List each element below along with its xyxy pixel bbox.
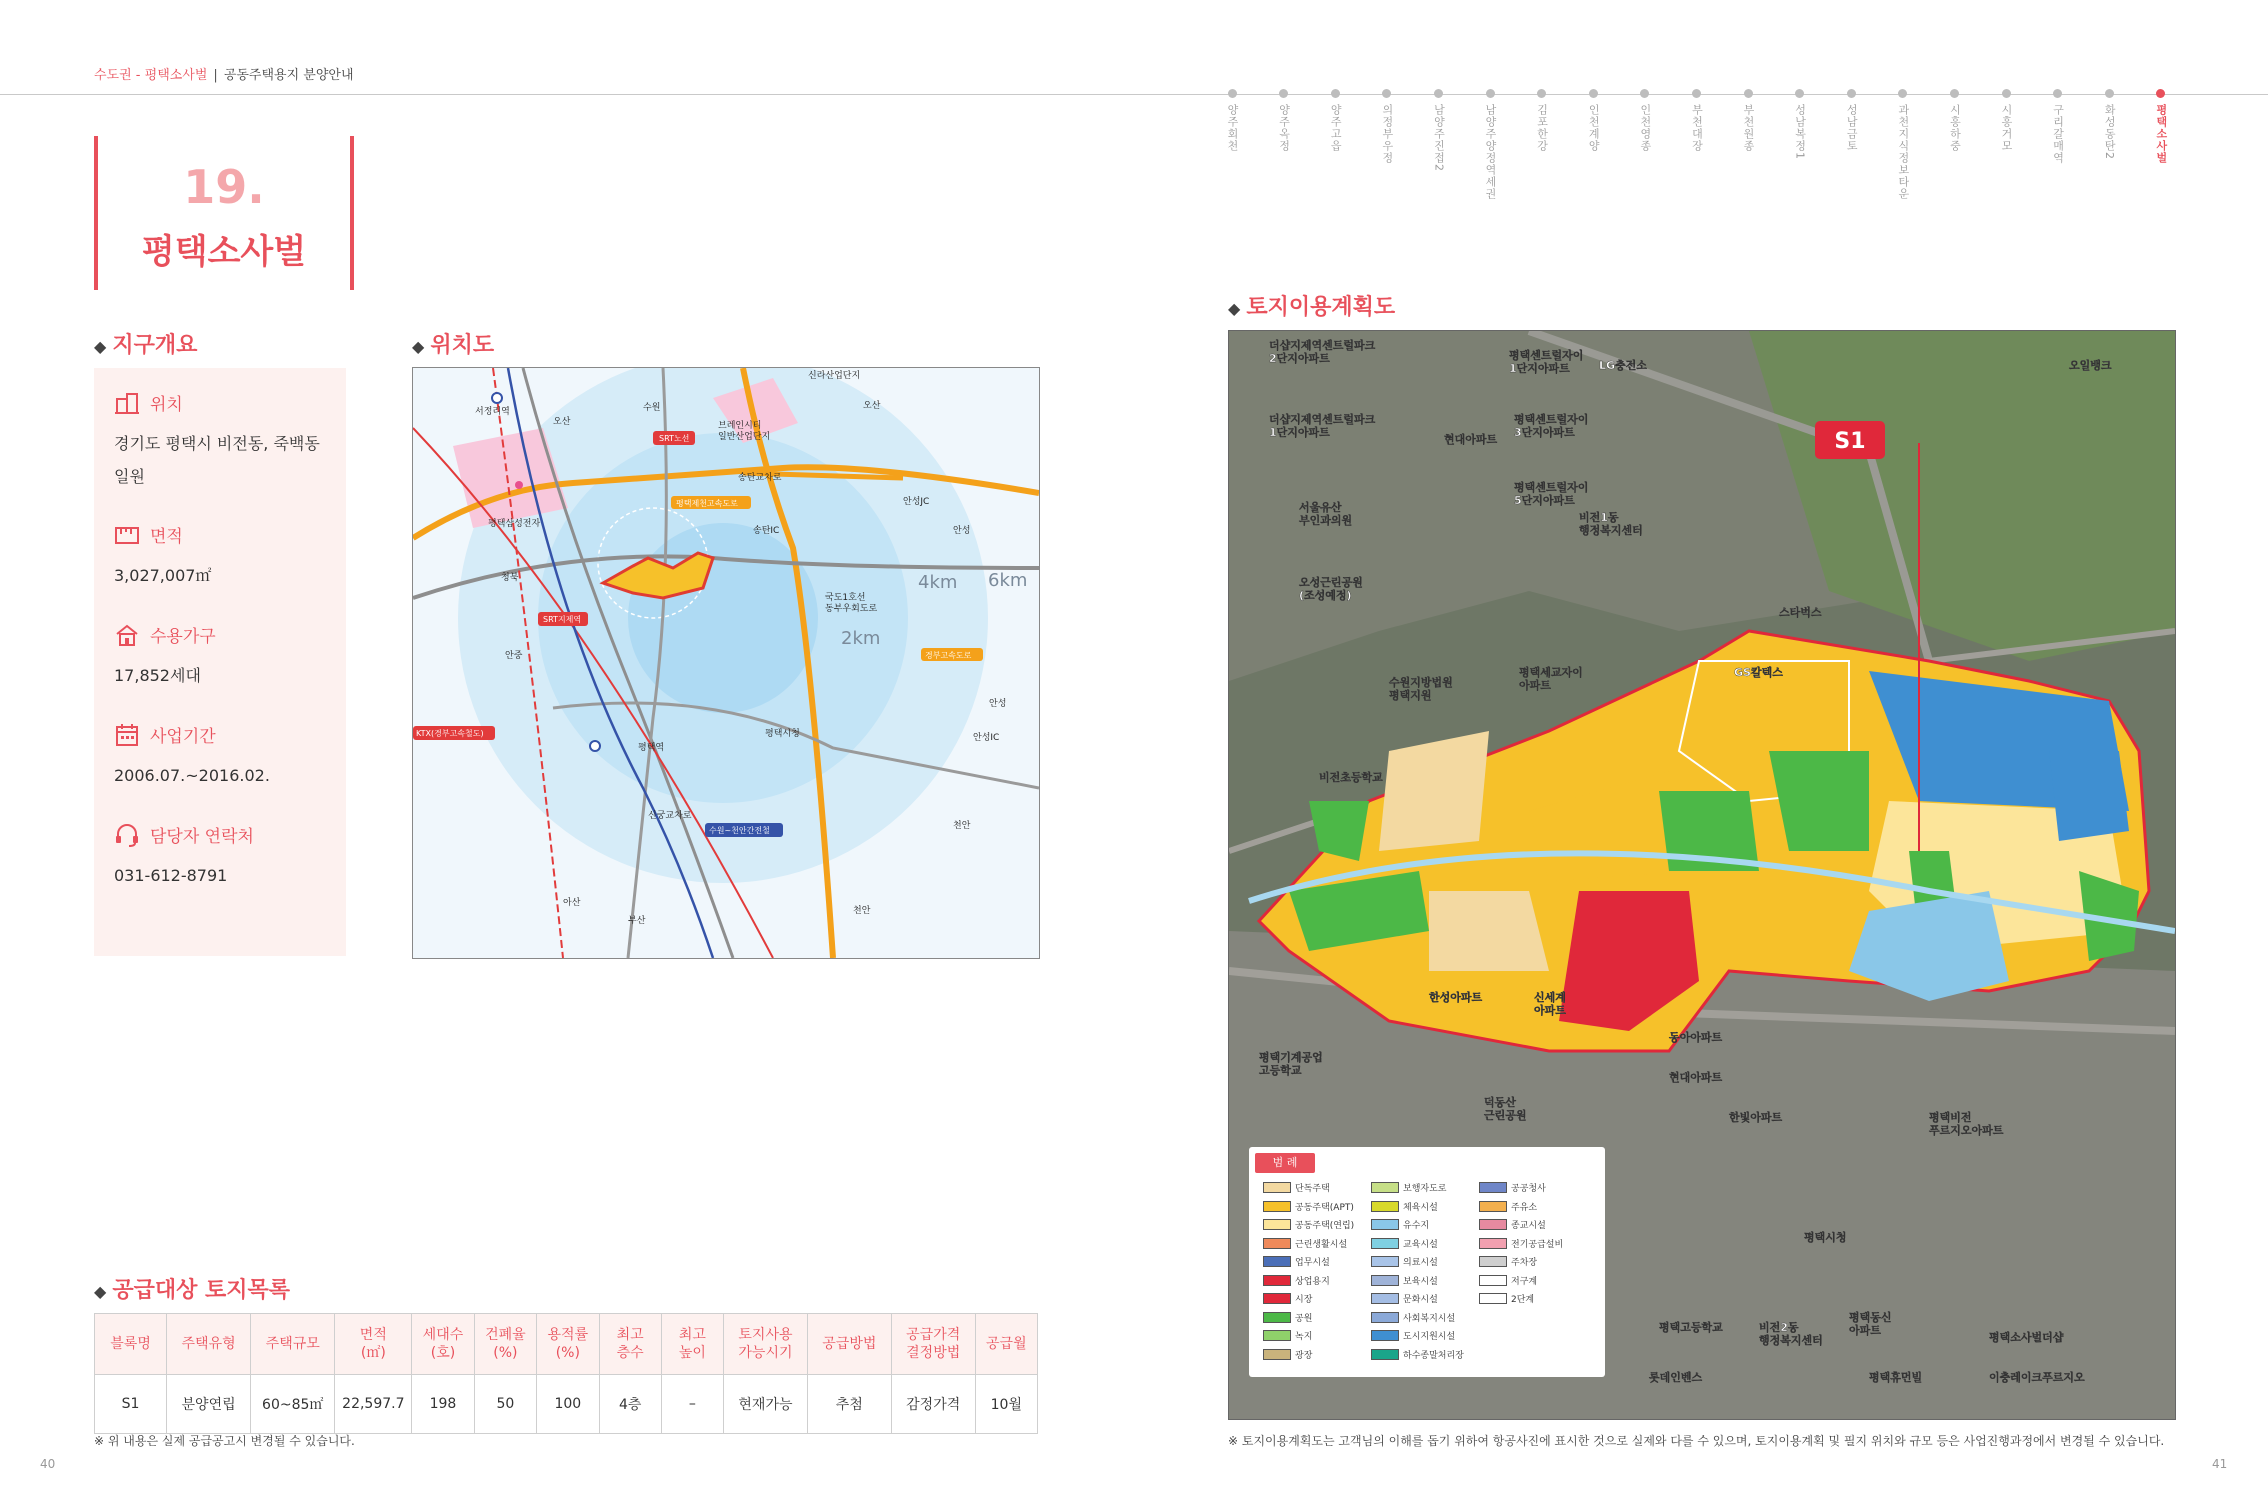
legend-item — [1371, 1274, 1438, 1287]
place-label: 더샵지제역센트럴파크 1단지아파트 — [1269, 413, 1376, 439]
place-label: 평택소사벌더샵 — [1989, 1331, 2064, 1344]
table-header-cell: 용적률 (%) — [537, 1314, 599, 1375]
place-label: 평택센트럴자이 1단지아파트 — [1509, 349, 1584, 375]
nav-dot — [1331, 89, 1340, 98]
nav-dot — [1640, 89, 1649, 98]
legend-item — [1371, 1218, 1429, 1231]
legend-swatch — [1479, 1201, 1507, 1212]
map-label: 서정리역 — [475, 407, 510, 417]
legend-item — [1263, 1311, 1312, 1324]
nav-dot — [1795, 89, 1804, 98]
table-header-cell: 세대수 (호) — [412, 1314, 474, 1375]
legend-swatch — [1479, 1293, 1507, 1304]
map-label: 아산 — [563, 898, 581, 908]
map-tag: 수원~천안간전철 — [709, 826, 770, 835]
nav-label: 과천지식정보타운 — [1896, 104, 1910, 200]
overview-label: 면적 — [150, 527, 183, 547]
legend-swatch — [1371, 1182, 1399, 1193]
breadcrumb-region: 수도권 - 평택소사벌 — [94, 68, 208, 83]
place-label: 더샵지제역센트럴파크 2단지아파트 — [1269, 339, 1376, 365]
map-label: 평택역 — [638, 743, 665, 753]
nav-label: 성남복정1 — [1793, 104, 1807, 160]
nav-item[interactable] — [1478, 89, 1502, 200]
table-cell: 10월 — [975, 1375, 1037, 1434]
table-row — [95, 1375, 1038, 1434]
legend-label: 보육시설 — [1403, 1276, 1438, 1287]
table-cell: 분양연립 — [167, 1375, 251, 1434]
nav-item[interactable] — [1736, 89, 1760, 152]
place-label: 스타벅스 — [1779, 606, 1822, 619]
table-cell: 추첨 — [807, 1375, 891, 1434]
landuse-legend — [1249, 1147, 1605, 1377]
legend-label: 전기공급설비 — [1511, 1239, 1564, 1250]
place-label: 한성아파트 — [1429, 991, 1483, 1004]
ruler-icon — [114, 523, 140, 547]
nav-item[interactable] — [2046, 89, 2070, 164]
table-header-cell: 토지사용 가능시기 — [724, 1314, 808, 1375]
legend-swatch — [1371, 1238, 1399, 1249]
place-label: 덕동산 근린공원 — [1484, 1096, 1527, 1122]
legend-label: 상업용지 — [1295, 1276, 1330, 1287]
nav-dot — [1950, 89, 1959, 98]
legend-item — [1371, 1237, 1438, 1250]
overview-value: 경기도 평택시 비전동, 죽백동 일원 — [114, 434, 320, 486]
legend-item — [1371, 1348, 1464, 1361]
legend-item — [1263, 1292, 1312, 1305]
nav-dot — [1847, 89, 1856, 98]
legend-label: 보행자도로 — [1403, 1184, 1447, 1194]
nav-dot — [1898, 89, 1907, 98]
nav-dot — [1279, 89, 1288, 98]
table-header-cell: 면적 (㎡) — [335, 1314, 412, 1375]
nav-item[interactable] — [1375, 89, 1399, 164]
legend-swatch — [1371, 1201, 1399, 1212]
overview-contact — [114, 822, 334, 892]
nav-label: 김포한강 — [1535, 104, 1549, 152]
legend-label: 사회복지시설 — [1403, 1313, 1456, 1324]
page-number-left: 40 — [40, 1457, 56, 1471]
map-label: 청북 — [501, 573, 519, 583]
overview-label: 수용가구 — [150, 627, 216, 647]
place-label: 평택기계공업 고등학교 — [1259, 1051, 1323, 1077]
nav-item[interactable] — [2149, 89, 2173, 164]
overview-label: 사업기간 — [150, 727, 216, 747]
place-label: 평택동신 아파트 — [1849, 1311, 1892, 1337]
legend-label: 도시지원시설 — [1403, 1332, 1456, 1342]
table-note: ※ 위 내용은 실제 공급공고시 변경될 수 있습니다. — [94, 1434, 355, 1448]
legend-item — [1263, 1237, 1347, 1250]
map-label: 천안 — [853, 906, 871, 916]
nav-dot — [1382, 89, 1391, 98]
nav-label: 인천계양 — [1587, 104, 1601, 152]
nav-label: 양주회천 — [1226, 104, 1239, 152]
legend-swatch — [1263, 1182, 1291, 1193]
place-label: GS칼텍스 — [1734, 666, 1783, 679]
place-label: 서울유산 부인과의원 — [1299, 501, 1353, 527]
overview-value: 17,852세대 — [114, 666, 201, 685]
nav-dot — [2105, 89, 2114, 98]
legend-item — [1263, 1255, 1330, 1268]
legend-title: 범 례 — [1255, 1153, 1315, 1173]
place-label: 비전2동 행정복지센터 — [1759, 1321, 1823, 1347]
overview-location — [114, 390, 334, 493]
legend-swatch — [1263, 1275, 1291, 1286]
table-cell: 198 — [412, 1375, 474, 1434]
place-label: 오일뱅크 — [2069, 359, 2112, 372]
table-header-cell: 건폐율 (%) — [474, 1314, 536, 1375]
table-cell: 감정가격 — [891, 1375, 975, 1434]
calendar-icon — [114, 723, 140, 747]
section-title-supply: ◆ 공급대상 토지목록 — [94, 1278, 290, 1303]
table-cell: 50 — [474, 1375, 536, 1434]
legend-item — [1479, 1255, 1537, 1268]
legend-swatch — [1371, 1256, 1399, 1267]
legend-label: 녹지 — [1295, 1332, 1313, 1342]
table-cell: – — [661, 1375, 723, 1434]
nav-item[interactable] — [1426, 89, 1450, 172]
map-label: 송탄IC — [753, 526, 780, 536]
legend-swatch — [1479, 1238, 1507, 1249]
nav-label: 화성동탄2 — [2103, 104, 2117, 160]
overview-value: 031-612-8791 — [114, 866, 228, 885]
legend-item — [1371, 1181, 1446, 1194]
nav-dot — [1434, 89, 1443, 98]
place-label: 현대아파트 — [1444, 433, 1498, 446]
nav-label: 부천대장 — [1690, 104, 1704, 152]
nav-label: 구리갈매역 — [2051, 104, 2065, 164]
nav-dot — [1486, 89, 1495, 98]
map-distance-label: 2km — [841, 628, 881, 649]
map-tag: SRT노선 — [659, 434, 690, 443]
table-cell: 현재가능 — [724, 1375, 808, 1434]
legend-swatch — [1371, 1349, 1399, 1360]
legend-label: 시장 — [1295, 1295, 1313, 1305]
legend-label: 업무시설 — [1295, 1258, 1330, 1268]
map-label: 안성IC — [973, 733, 1000, 743]
nav-label: 양주고읍 — [1329, 104, 1343, 152]
header-divider — [0, 94, 2268, 95]
legend-label: 체육시설 — [1403, 1202, 1438, 1213]
legend-item — [1371, 1329, 1455, 1342]
map-tag: KTX(경부고속철도) — [416, 729, 484, 738]
district-number: 19. — [183, 160, 265, 214]
legend-swatch — [1263, 1349, 1291, 1360]
legend-label: 광장 — [1295, 1350, 1313, 1361]
legend-swatch — [1479, 1182, 1507, 1193]
nav-item[interactable] — [1839, 89, 1863, 152]
legend-swatch — [1263, 1293, 1291, 1304]
legend-item — [1479, 1237, 1563, 1250]
place-label: 평택비전 푸르지오아파트 — [1929, 1111, 2004, 1137]
place-label: 평택휴먼빌 — [1869, 1371, 1923, 1384]
nav-item[interactable] — [1633, 89, 1657, 152]
nav-label: 의정부우정 — [1380, 104, 1394, 164]
place-label: 평택시청 — [1804, 1231, 1847, 1244]
legend-item — [1479, 1200, 1537, 1213]
legend-item — [1479, 1181, 1546, 1194]
nav-dot — [2002, 89, 2011, 98]
nav-item[interactable] — [1684, 89, 1708, 152]
nav-dot — [2053, 89, 2062, 98]
table-cell: 60~85㎡ — [251, 1375, 335, 1434]
table-header-cell: 최고 층수 — [599, 1314, 661, 1375]
nav-label: 시흥거모 — [2000, 104, 2013, 152]
place-label: 동아아파트 — [1669, 1031, 1723, 1044]
legend-swatch — [1479, 1275, 1507, 1286]
map-label: 평택시청 — [765, 729, 800, 739]
map-label: 안성JC — [903, 497, 930, 507]
legend-swatch — [1479, 1219, 1507, 1230]
nav-dot — [1537, 89, 1546, 98]
nav-label: 남양주진접2 — [1432, 104, 1446, 172]
legend-swatch — [1371, 1293, 1399, 1304]
overview-value: 2006.07.~2016.02. — [114, 766, 270, 785]
nav-dot — [1228, 89, 1237, 98]
nav-dot — [1692, 89, 1701, 98]
legend-items — [1263, 1181, 1603, 1371]
table-header-cell: 공급방법 — [807, 1314, 891, 1375]
nav-label: 남양주양정역세권 — [1484, 104, 1497, 200]
legend-swatch — [1371, 1219, 1399, 1230]
landuse-map — [1228, 330, 2176, 1420]
table-cell: 4층 — [599, 1375, 661, 1434]
legend-label: 공공청사 — [1511, 1184, 1546, 1194]
map-label: 오산 — [863, 401, 881, 411]
nav-item[interactable] — [2097, 89, 2121, 160]
nav-dot — [1589, 89, 1598, 98]
nav-item[interactable] — [1581, 89, 1605, 152]
map-label: 국도1호선 동부우회도로 — [825, 593, 878, 614]
legend-item — [1263, 1200, 1354, 1213]
nav-label: 부천원종 — [1742, 104, 1755, 152]
overview-panel — [94, 368, 346, 956]
nav-dot — [2156, 89, 2165, 98]
legend-label: 근린생활시설 — [1295, 1239, 1348, 1250]
map-label: 천안 — [953, 821, 971, 831]
map-label: 신라산업단지 — [808, 371, 861, 381]
overview-households — [114, 622, 334, 692]
table-cell: S1 — [95, 1375, 167, 1434]
place-label: 이충레이크푸르지오 — [1989, 1371, 2085, 1384]
nav-item[interactable] — [1788, 89, 1812, 160]
nav-item[interactable] — [1942, 89, 1966, 152]
place-label: 평택센트럴자이 5단지아파트 — [1514, 481, 1589, 507]
legend-label: 의료시설 — [1403, 1258, 1438, 1268]
supply-land-table — [94, 1313, 1038, 1434]
legend-label: 유수지 — [1403, 1221, 1430, 1231]
legend-item — [1479, 1274, 1537, 1287]
overview-value: 3,027,007㎡ — [114, 566, 212, 585]
place-label: LG충전소 — [1599, 359, 1647, 372]
place-label: 평택세교자이 아파트 — [1519, 666, 1583, 692]
place-label: 비전1동 행정복지센터 — [1579, 511, 1643, 537]
legend-swatch — [1371, 1275, 1399, 1286]
legend-item — [1371, 1255, 1438, 1268]
map-label: 평택삼성전자 — [488, 519, 541, 529]
place-label: 신세계 아파트 — [1534, 991, 1566, 1017]
map-label: 브레인시티 일반산업단지 — [718, 421, 771, 442]
legend-swatch — [1479, 1256, 1507, 1267]
legend-label: 문화시설 — [1403, 1295, 1438, 1305]
overview-area — [114, 522, 334, 592]
location-map-graphic — [413, 368, 1039, 958]
district-title-box — [94, 136, 354, 290]
legend-label: 단독주택 — [1295, 1184, 1330, 1194]
table-header-cell: 주택유형 — [167, 1314, 251, 1375]
legend-label: 저구계 — [1511, 1276, 1538, 1287]
table-header-cell: 최고 높이 — [661, 1314, 723, 1375]
breadcrumb-doc: 공동주택용지 분양안내 — [223, 68, 354, 83]
house-icon — [114, 623, 140, 647]
nav-label: 시흥하중 — [1948, 104, 1962, 152]
headset-icon — [114, 823, 140, 847]
place-label: 수원지방법원 평택지원 — [1389, 676, 1453, 702]
nav-item[interactable] — [1994, 89, 2018, 152]
legend-label: 2단계 — [1511, 1295, 1535, 1305]
map-label: 오산 — [553, 417, 571, 427]
location-map — [412, 367, 1040, 959]
map-label: 수원 — [643, 403, 661, 413]
place-label: 롯데인벤스 — [1649, 1371, 1703, 1384]
legend-item — [1263, 1348, 1312, 1361]
table-header-row — [95, 1314, 1038, 1375]
table-cell: 22,597.7 — [335, 1375, 412, 1434]
legend-swatch — [1371, 1312, 1399, 1323]
place-label: 오성근린공원 (조성예정) — [1299, 576, 1363, 602]
legend-label: 주유소 — [1511, 1202, 1538, 1213]
overview-period — [114, 722, 334, 792]
table-header-cell: 공급월 — [975, 1314, 1037, 1375]
place-label: 비전초등학교 — [1319, 771, 1383, 784]
nav-item[interactable] — [1530, 89, 1554, 152]
nav-dot — [1744, 89, 1753, 98]
section-title-overview: ◆ 지구개요 — [94, 333, 198, 358]
nav-item[interactable] — [1323, 89, 1347, 152]
table-header-cell: 주택규모 — [251, 1314, 335, 1375]
legend-item — [1479, 1292, 1534, 1305]
legend-label: 종교시설 — [1511, 1221, 1546, 1231]
place-label: 한빛아파트 — [1729, 1111, 1783, 1124]
page-number-right: 41 — [2212, 1457, 2228, 1471]
legend-swatch — [1263, 1201, 1291, 1212]
nav-item[interactable] — [1220, 89, 1244, 152]
legend-item — [1263, 1274, 1330, 1287]
map-tag: SRT지제역 — [543, 615, 582, 624]
map-label: 안중 — [505, 651, 523, 661]
legend-item — [1371, 1292, 1438, 1305]
legend-item — [1479, 1218, 1546, 1231]
table-header-cell: 블록명 — [95, 1314, 167, 1375]
legend-label: 공동주택(APT) — [1295, 1202, 1354, 1213]
map-label: 안성 — [989, 699, 1007, 709]
legend-label: 하수종말처리장 — [1403, 1350, 1464, 1361]
place-label: 현대아파트 — [1669, 1071, 1723, 1084]
map-distance-label: 4km — [918, 572, 958, 593]
map-distance-label: 6km — [988, 570, 1028, 591]
legend-label: 교육시설 — [1403, 1239, 1438, 1250]
map-tag: 경부고속도로 — [925, 651, 972, 660]
map-label: 신궁교차로 — [648, 811, 692, 821]
map-note: ※ 토지이용계획도는 고객님의 이해를 돕기 위하여 항공사진에 표시한 것으로 실제와 다를 수 있으며, 토지이용계획 및 필지 위치와 규모 등은 사업진행과정에서 변경될 수 있습니다. — [1228, 1434, 2165, 1448]
legend-swatch — [1263, 1219, 1291, 1230]
nav-label: 인천영종 — [1638, 104, 1652, 152]
legend-item — [1263, 1181, 1330, 1194]
nav-item[interactable] — [1272, 89, 1296, 152]
legend-swatch — [1263, 1256, 1291, 1267]
table-cell: 100 — [537, 1375, 599, 1434]
nav-item[interactable] — [1891, 89, 1915, 200]
legend-label: 주차장 — [1511, 1258, 1538, 1268]
table-header-cell: 공급가격 결정방법 — [891, 1314, 975, 1375]
legend-swatch — [1263, 1330, 1291, 1341]
section-title-location: ◆ 위치도 — [412, 333, 495, 358]
legend-swatch — [1371, 1330, 1399, 1341]
nav-label: 성남금토 — [1845, 104, 1859, 152]
landuse-marker-label: S1 — [1834, 429, 1866, 454]
overview-label: 담당자 연락처 — [150, 827, 254, 847]
legend-label: 공동주택(연립) — [1295, 1221, 1355, 1231]
map-label: 송탄교차로 — [738, 473, 782, 483]
legend-swatch — [1263, 1238, 1291, 1249]
legend-label: 공원 — [1295, 1313, 1313, 1324]
section-title-landuse: ◆ 토지이용계획도 — [1228, 295, 1396, 320]
place-label: 평택고등학교 — [1659, 1321, 1723, 1334]
place-label: 평택센트럴자이 3단지아파트 — [1514, 413, 1589, 439]
legend-item — [1263, 1329, 1312, 1342]
legend-item — [1263, 1218, 1354, 1231]
breadcrumb: 수도권 - 평택소사벌 | 공동주택용지 분양안내 — [94, 68, 354, 83]
map-tag: 평택제천고속도로 — [676, 499, 738, 508]
building-icon — [114, 391, 140, 415]
district-name: 평택소사벌 — [141, 232, 307, 272]
nav-label: 양주옥정 — [1277, 104, 1291, 152]
legend-swatch — [1263, 1312, 1291, 1323]
overview-label: 위치 — [150, 395, 183, 415]
nav-label: 평택소사벌 — [2154, 104, 2168, 164]
map-label: 부산 — [628, 916, 646, 926]
map-label: 안성 — [953, 526, 971, 536]
legend-item — [1371, 1200, 1438, 1213]
legend-item — [1371, 1311, 1455, 1324]
